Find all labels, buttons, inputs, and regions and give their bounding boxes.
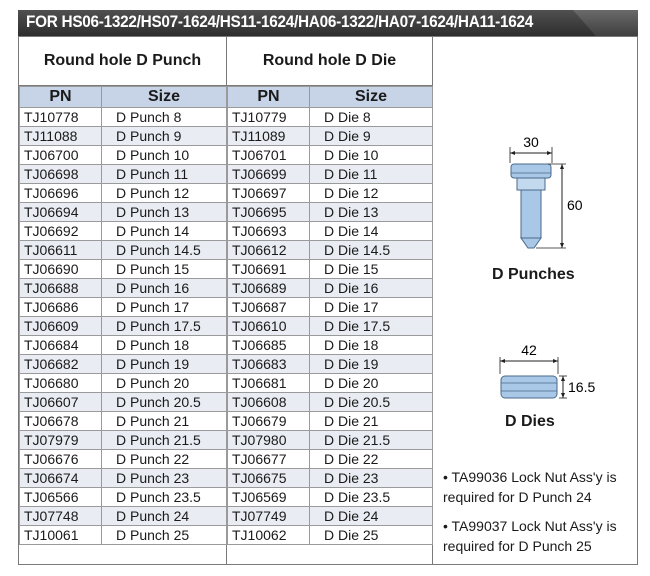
table-row [20, 374, 227, 393]
table-row [228, 260, 433, 279]
size-cell: D Die 14.5 [310, 241, 433, 260]
size-cell: D Die 23 [310, 469, 433, 488]
table-row [228, 431, 433, 450]
part-number-cell: TJ06698 [20, 165, 102, 184]
size-cell: D Punch 20.5 [102, 393, 227, 412]
table-row [228, 469, 433, 488]
part-number-cell: TJ06679 [228, 412, 310, 431]
size-cell: D Punch 14 [102, 222, 227, 241]
table-row [228, 203, 433, 222]
punch-caption: D Punches [492, 266, 575, 283]
part-number-cell: TJ06697 [228, 184, 310, 203]
size-cell: D Punch 12 [102, 184, 227, 203]
table-row [20, 222, 227, 241]
table-row [20, 412, 227, 431]
table-row [228, 450, 433, 469]
part-number-cell: TJ06612 [228, 241, 310, 260]
size-cell: D Die 12 [310, 184, 433, 203]
size-cell: D Die 24 [310, 507, 433, 526]
part-number-cell: TJ06609 [20, 317, 102, 336]
size-cell: D Punch 23.5 [102, 488, 227, 507]
part-number-cell: TJ06611 [20, 241, 102, 260]
part-number-cell: TJ06674 [20, 469, 102, 488]
table-row [20, 146, 227, 165]
table-row [20, 393, 227, 412]
table-row [228, 317, 433, 336]
size-cell: D Die 10 [310, 146, 433, 165]
part-number-cell: TJ11089 [228, 127, 310, 146]
size-cell: D Die 18 [310, 336, 433, 355]
table-row [228, 165, 433, 184]
punch-neck-icon [517, 178, 545, 190]
table-row [228, 108, 433, 127]
table-row [20, 526, 227, 545]
size-cell: D Die 8 [310, 108, 433, 127]
size-cell: D Punch 8 [102, 108, 227, 127]
part-number-cell: TJ06682 [20, 355, 102, 374]
part-number-cell: TJ06694 [20, 203, 102, 222]
part-number-cell: TJ10062 [228, 526, 310, 545]
punch-table-title: Round hole D Punch [19, 36, 226, 86]
size-cell: D Die 16 [310, 279, 433, 298]
punch-tip-icon [521, 238, 541, 248]
table-row [20, 355, 227, 374]
part-number-cell: TJ06693 [228, 222, 310, 241]
table-row [228, 298, 433, 317]
table-row [228, 146, 433, 165]
part-number-cell: TJ07980 [228, 431, 310, 450]
size-cell: D Punch 21.5 [102, 431, 227, 450]
punch-width-label: 30 [523, 134, 539, 150]
die-width-label: 42 [521, 342, 537, 358]
size-cell: D Punch 10 [102, 146, 227, 165]
size-cell: D Die 21 [310, 412, 433, 431]
size-cell: D Punch 9 [102, 127, 227, 146]
table-row [228, 184, 433, 203]
size-cell: D Die 20.5 [310, 393, 433, 412]
table-row [20, 127, 227, 146]
size-cell: D Punch 13 [102, 203, 227, 222]
table-row [20, 203, 227, 222]
punch-head-icon [511, 164, 551, 178]
part-number-cell: TJ07979 [20, 431, 102, 450]
size-cell: D Punch 15 [102, 260, 227, 279]
table-row [228, 222, 433, 241]
part-number-cell: TJ06700 [20, 146, 102, 165]
table-row [228, 507, 433, 526]
part-number-cell: TJ06696 [20, 184, 102, 203]
part-number-cell: TJ06677 [228, 450, 310, 469]
part-number-cell: TJ06699 [228, 165, 310, 184]
size-cell: D Die 15 [310, 260, 433, 279]
table-row [20, 184, 227, 203]
size-cell: D Die 21.5 [310, 431, 433, 450]
die-caption: D Dies [505, 413, 555, 430]
die-body-icon [501, 376, 557, 398]
size-cell: D Punch 24 [102, 507, 227, 526]
part-number-cell: TJ06610 [228, 317, 310, 336]
table-row [228, 526, 433, 545]
part-number-cell: TJ06566 [20, 488, 102, 507]
size-cell: D Die 9 [310, 127, 433, 146]
part-number-cell: TJ10778 [20, 108, 102, 127]
table-row [228, 412, 433, 431]
punch-drawing [470, 125, 600, 260]
size-column-header: Size [310, 87, 433, 108]
part-number-cell: TJ06569 [228, 488, 310, 507]
die-height-label: 16.5 [568, 379, 596, 395]
die-drawing [470, 340, 610, 410]
part-number-cell: TJ06675 [228, 469, 310, 488]
table-row [228, 127, 433, 146]
size-cell: D Die 13 [310, 203, 433, 222]
part-number-cell: TJ10061 [20, 526, 102, 545]
table-row [228, 336, 433, 355]
size-cell: D Die 23.5 [310, 488, 433, 507]
table-row [20, 298, 227, 317]
size-cell: D Punch 23 [102, 469, 227, 488]
size-cell: D Punch 20 [102, 374, 227, 393]
table-row [20, 241, 227, 260]
size-cell: D Punch 22 [102, 450, 227, 469]
size-cell: D Punch 19 [102, 355, 227, 374]
table-row [20, 317, 227, 336]
part-number-cell: TJ06691 [228, 260, 310, 279]
size-cell: D Die 14 [310, 222, 433, 241]
note-lock-nut-24: • TA99036 Lock Nut Ass'y is required for D Punch 24 [443, 469, 617, 505]
size-cell: D Die 11 [310, 165, 433, 184]
part-number-cell: TJ06686 [20, 298, 102, 317]
part-number-cell: TJ06676 [20, 450, 102, 469]
part-number-cell: TJ06607 [20, 393, 102, 412]
size-cell: D Punch 16 [102, 279, 227, 298]
die-table-title: Round hole D Die [227, 36, 432, 86]
part-number-cell: TJ06690 [20, 260, 102, 279]
part-number-cell: TJ06685 [228, 336, 310, 355]
part-number-cell: TJ06687 [228, 298, 310, 317]
size-cell: D Die 25 [310, 526, 433, 545]
size-cell: D Punch 17 [102, 298, 227, 317]
size-column-header: Size [102, 87, 227, 108]
table-row [20, 507, 227, 526]
size-cell: D Die 19 [310, 355, 433, 374]
table-row [20, 108, 227, 127]
part-number-cell: TJ06695 [228, 203, 310, 222]
title-banner [18, 10, 638, 36]
table-row [20, 488, 227, 507]
part-number-cell: TJ06688 [20, 279, 102, 298]
part-number-cell: TJ06689 [228, 279, 310, 298]
size-cell: D Die 17.5 [310, 317, 433, 336]
size-cell: D Die 20 [310, 374, 433, 393]
table-row [20, 260, 227, 279]
punch-height-label: 60 [567, 197, 583, 213]
part-number-cell: TJ06684 [20, 336, 102, 355]
size-cell: D Die 22 [310, 450, 433, 469]
punch-body-icon [521, 190, 541, 238]
table-row [20, 165, 227, 184]
table-row [228, 488, 433, 507]
size-cell: D Die 17 [310, 298, 433, 317]
table-row [20, 431, 227, 450]
die-table [227, 86, 433, 545]
part-number-cell: TJ06701 [228, 146, 310, 165]
part-number-cell: TJ06608 [228, 393, 310, 412]
table-row [20, 336, 227, 355]
table-row [228, 355, 433, 374]
pn-column-header: PN [20, 87, 102, 108]
part-number-cell: TJ06681 [228, 374, 310, 393]
pn-column-header: PN [228, 87, 310, 108]
table-row [20, 469, 227, 488]
punch-table [19, 86, 227, 545]
size-cell: D Punch 21 [102, 412, 227, 431]
table-row [20, 450, 227, 469]
part-number-cell: TJ06678 [20, 412, 102, 431]
size-cell: D Punch 14.5 [102, 241, 227, 260]
part-number-cell: TJ07748 [20, 507, 102, 526]
table-row [228, 393, 433, 412]
size-cell: D Punch 11 [102, 165, 227, 184]
table-row [228, 279, 433, 298]
table-row [228, 374, 433, 393]
part-number-cell: TJ06680 [20, 374, 102, 393]
part-number-cell: TJ06692 [20, 222, 102, 241]
table-row [228, 241, 433, 260]
note-lock-nut-25: • TA99037 Lock Nut Ass'y is required for D Punch 25 [443, 518, 617, 554]
part-number-cell: TJ10779 [228, 108, 310, 127]
table-row [20, 279, 227, 298]
part-number-cell: TJ07749 [228, 507, 310, 526]
page-title: FOR HS06-1322/HS07-1624/HS11-1624/HA06-1322/HA07-1624/HA11-1624 [26, 13, 534, 31]
part-number-cell: TJ06683 [228, 355, 310, 374]
size-cell: D Punch 18 [102, 336, 227, 355]
size-cell: D Punch 17.5 [102, 317, 227, 336]
size-cell: D Punch 25 [102, 526, 227, 545]
part-number-cell: TJ11088 [20, 127, 102, 146]
